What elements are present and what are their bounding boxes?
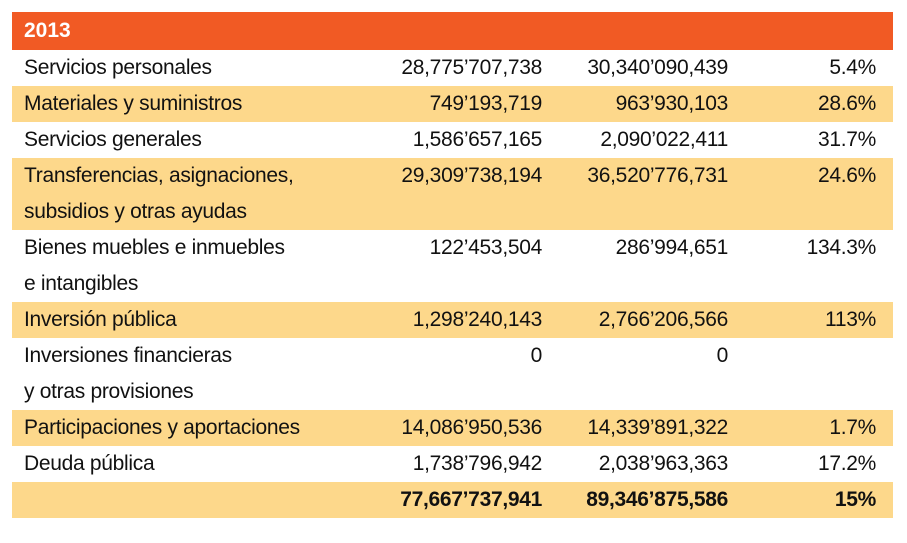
table-row [12,338,893,410]
row-value-1: 1,298’240,143 [352,302,542,338]
row-label [12,338,352,410]
row-value-2: 2,766’206,566 [542,302,728,338]
row-label-line: Bienes muebles e inmuebles [24,236,285,259]
row-pad [876,410,893,446]
total-label [12,482,352,518]
row-pad [876,482,893,518]
row-value-2: 2,090’022,411 [600,128,728,151]
row-value-1: 28,775’707,738 [401,56,542,79]
table-row [12,446,893,482]
row-value-2: 14,339’891,322 [542,410,728,446]
row-percent: 17.2% [817,452,876,475]
table-row [12,122,893,158]
budget-table-container [12,12,893,518]
row-percent: 28.6% [728,86,876,122]
table-header-year: 2013 [12,12,893,50]
row-percent: 134.3% [806,236,876,259]
row-pad [876,302,893,338]
row-value-1: 749’193,719 [352,86,542,122]
row-label [12,230,352,302]
row-label [12,122,352,158]
row-value-2: 963’930,103 [542,86,728,122]
row-value-1: 29,309’738,194 [352,158,542,230]
row-pad [876,86,893,122]
row-value-2: 286’994,651 [615,236,728,259]
row-value-2: 30,340’090,439 [587,56,728,79]
row-label-line: e intangibles [24,272,139,295]
row-label-line: Transferencias, asignaciones, [24,164,294,187]
total-value-2: 89,346’875,586 [542,482,728,518]
row-percent: 24.6% [728,158,876,230]
row-value-2: 0 [716,344,728,367]
row-percent [728,338,876,410]
row-label [12,50,352,86]
row-label-line: Deuda pública [24,452,155,475]
budget-table-body [12,50,893,518]
table-row [12,50,893,86]
total-row [12,482,893,518]
row-label-line: Servicios generales [24,128,202,151]
row-label [12,446,352,482]
table-row [12,302,893,338]
row-value-2: 2,038’963,363 [598,452,728,475]
row-pad [876,230,893,302]
total-percent: 15% [728,482,876,518]
row-label [12,158,352,230]
row-label-line: Participaciones y aportaciones [24,416,300,439]
row-value-1: 122’453,504 [429,236,542,259]
table-row [12,410,893,446]
row-pad [876,338,893,410]
row-percent: 1.7% [728,410,876,446]
row-percent: 113% [728,302,876,338]
row-label-line: Servicios personales [24,56,212,79]
row-pad [876,50,893,86]
total-value-1: 77,667’737,941 [352,482,542,518]
row-value-1: 1,738’796,942 [412,452,542,475]
row-percent: 31.7% [817,128,876,151]
row-pad [876,122,893,158]
row-percent: 5.4% [829,56,876,79]
row-label [12,410,352,446]
row-pad [876,446,893,482]
row-label-line: Inversiones financieras [24,344,232,367]
row-label-line: y otras provisiones [24,380,194,403]
row-label [12,86,352,122]
row-value-2: 36,520’776,731 [542,158,728,230]
table-row [12,86,893,122]
row-label-line: Inversión pública [24,308,177,331]
row-pad [876,158,893,230]
row-value-1: 0 [530,344,542,367]
row-label-line: subsidios y otras ayudas [24,200,247,223]
table-row [12,158,893,230]
row-label-line: Materiales y suministros [24,92,243,115]
row-value-1: 1,586’657,165 [412,128,542,151]
budget-table [12,50,893,518]
row-value-1: 14,086’950,536 [352,410,542,446]
table-row [12,230,893,302]
row-label [12,302,352,338]
